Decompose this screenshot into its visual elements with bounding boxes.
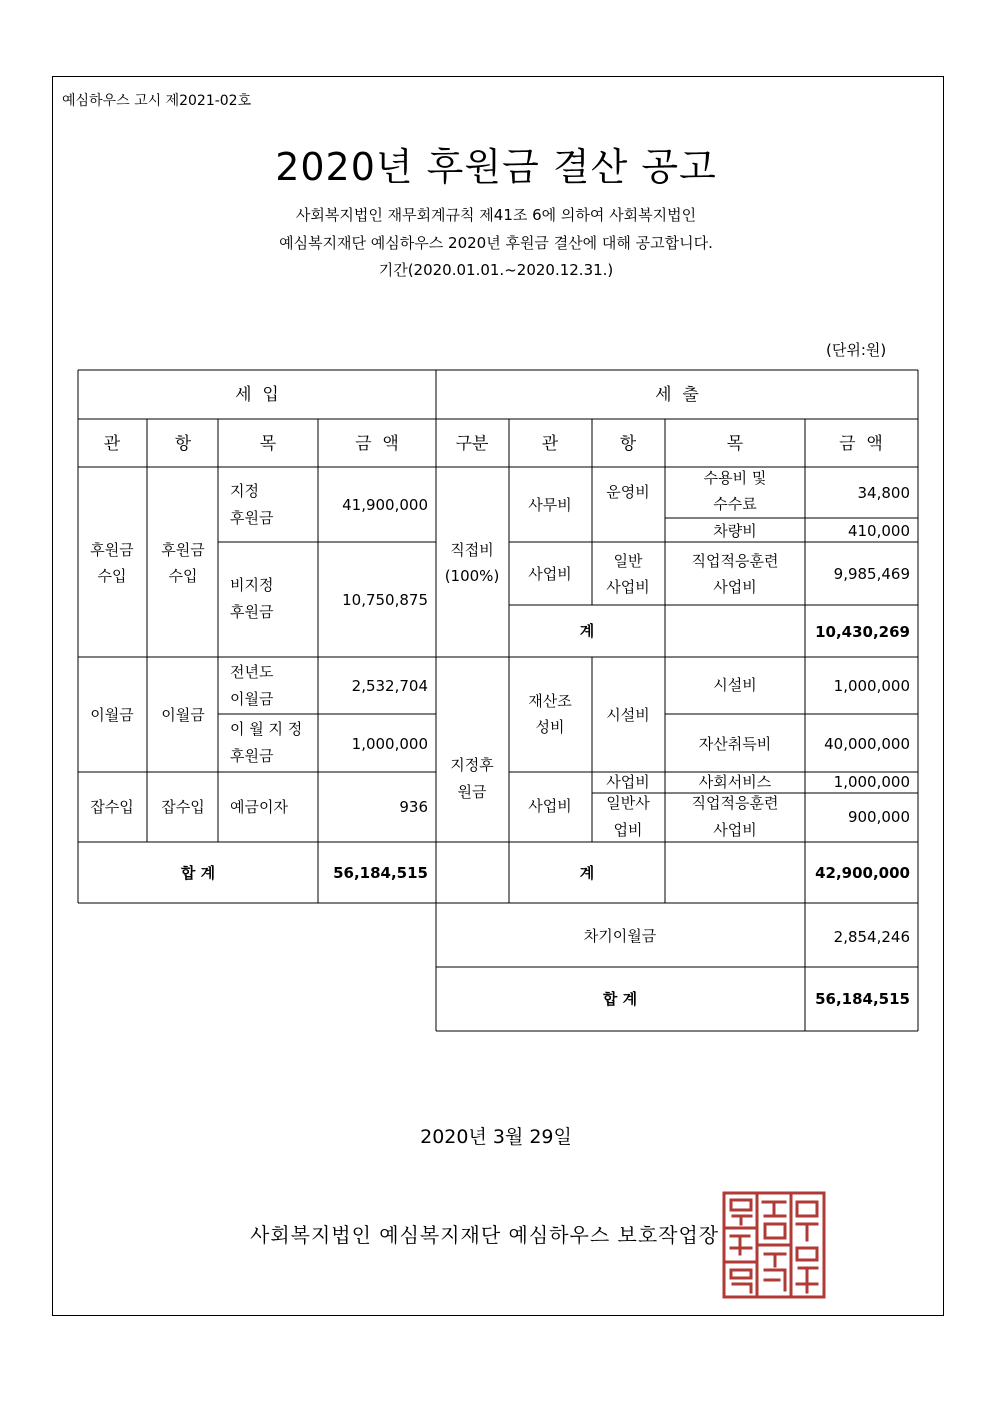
income-total-amount: 56,184,515: [333, 864, 428, 882]
expense-subtotal-amount: 10,430,269: [815, 623, 910, 641]
expense-division: (100%): [444, 567, 500, 585]
expense-amount: 34,800: [857, 484, 910, 502]
expense-gwan: 성비: [535, 718, 565, 736]
unit-note: (단위:원): [826, 341, 887, 359]
col-header: 관: [541, 434, 559, 454]
expense-amount: 1,000,000: [833, 773, 910, 791]
expense-amount: 9,985,469: [833, 565, 910, 583]
col-header: 항: [619, 434, 637, 454]
income-mok: 예금이자: [230, 798, 288, 816]
income-mok: 비지정: [230, 576, 274, 594]
income-amount: 2,532,704: [351, 677, 428, 695]
col-header: 금 액: [839, 434, 883, 454]
notice-number: 예심하우스 고시 제2021-02호: [62, 93, 252, 109]
carryover-amount: 2,854,246: [833, 928, 910, 946]
expense-hang: 일반사: [606, 794, 650, 812]
expense-mok: 시설비: [713, 676, 757, 694]
expense-mok: 사회서비스: [698, 773, 772, 791]
income-mok: 이 월 지 정: [230, 720, 303, 738]
income-mok: 후원금: [230, 509, 274, 527]
income-mok: 후원금: [230, 603, 274, 621]
income-hang: 잡수입: [161, 798, 205, 816]
expense-mok: 사업비: [713, 578, 757, 596]
col-header: 목: [259, 434, 277, 454]
official-seal-icon: [721, 1190, 827, 1300]
income-amount: 936: [399, 798, 428, 816]
income-gwan: 수입: [97, 567, 127, 585]
notice-date: 2020년 3월 29일: [420, 1126, 572, 1148]
expense-hang: 시설비: [606, 706, 650, 724]
col-header: 관: [103, 434, 121, 454]
expense-hang: 운영비: [606, 483, 650, 501]
page-title: 2020년 후원금 결산 공고: [275, 145, 717, 189]
expense-division: 원금: [457, 783, 487, 801]
col-header: 항: [174, 434, 192, 454]
intro-line: 사회복지법인 재무회계규칙 제41조 6에 의하여 사회복지법인: [295, 206, 697, 224]
expense-gwan: 사업비: [528, 797, 572, 815]
expense-mok: 수용비 및: [703, 469, 767, 487]
expense-amount: 40,000,000: [824, 735, 910, 753]
col-header: 금 액: [355, 434, 399, 454]
expense-subtotal-label: 계: [579, 864, 595, 882]
settlement-table: [78, 370, 919, 1031]
expense-hang: 사업비: [606, 578, 650, 596]
intro-line: 예심복지재단 예심하우스 2020년 후원금 결산에 대해 공고합니다.: [279, 234, 713, 252]
expense-mok: 자산취득비: [698, 735, 772, 753]
period-line: 기간(2020.01.01.~2020.12.31.): [378, 261, 614, 279]
expense-subtotal-amount: 42,900,000: [815, 864, 910, 882]
expense-hang: 일반: [613, 552, 643, 570]
col-header: 구분: [455, 434, 489, 454]
income-total-label: 합 계: [180, 864, 216, 882]
income-amount: 41,900,000: [342, 496, 428, 514]
expense-mok: 차량비: [713, 522, 757, 540]
income-header: 세 입: [235, 385, 279, 405]
expense-gwan: 사업비: [528, 565, 572, 583]
income-hang: 후원금: [161, 541, 205, 559]
income-gwan: 후원금: [90, 541, 134, 559]
expense-amount: 900,000: [847, 808, 910, 826]
income-hang: 이월금: [161, 706, 205, 724]
expense-division: 지정후: [450, 756, 494, 774]
expense-subtotal-label: 계: [579, 622, 595, 640]
expense-gwan: 재산조: [528, 692, 572, 710]
expense-total-label: 합 계: [602, 990, 638, 1008]
income-mok: 지정: [230, 482, 259, 500]
issuer-name: 사회복지법인 예심복지재단 예심하우스 보호작업장: [250, 1223, 720, 1247]
income-gwan: 이월금: [90, 706, 134, 724]
expense-gwan: 사무비: [528, 496, 572, 514]
income-hang: 수입: [168, 567, 198, 585]
income-gwan: 잡수입: [90, 798, 134, 816]
expense-hang: 사업비: [606, 773, 650, 791]
col-header: 목: [726, 434, 744, 454]
expense-mok: 수수료: [713, 495, 757, 513]
expense-header: 세 출: [655, 385, 699, 405]
expense-hang: 업비: [613, 821, 643, 839]
income-mok: 전년도: [230, 663, 274, 681]
expense-total-amount: 56,184,515: [815, 990, 910, 1008]
income-mok: 이월금: [230, 690, 274, 708]
expense-mok: 직업적응훈련: [691, 552, 779, 570]
income-amount: 10,750,875: [342, 591, 428, 609]
expense-mok: 사업비: [713, 821, 757, 839]
expense-amount: 410,000: [847, 522, 910, 540]
expense-mok: 직업적응훈련: [691, 794, 779, 812]
expense-division: 직접비: [450, 541, 494, 559]
income-mok: 후원금: [230, 747, 274, 765]
carryover-label: 차기이월금: [583, 927, 657, 945]
income-amount: 1,000,000: [351, 735, 428, 753]
expense-amount: 1,000,000: [833, 677, 910, 695]
